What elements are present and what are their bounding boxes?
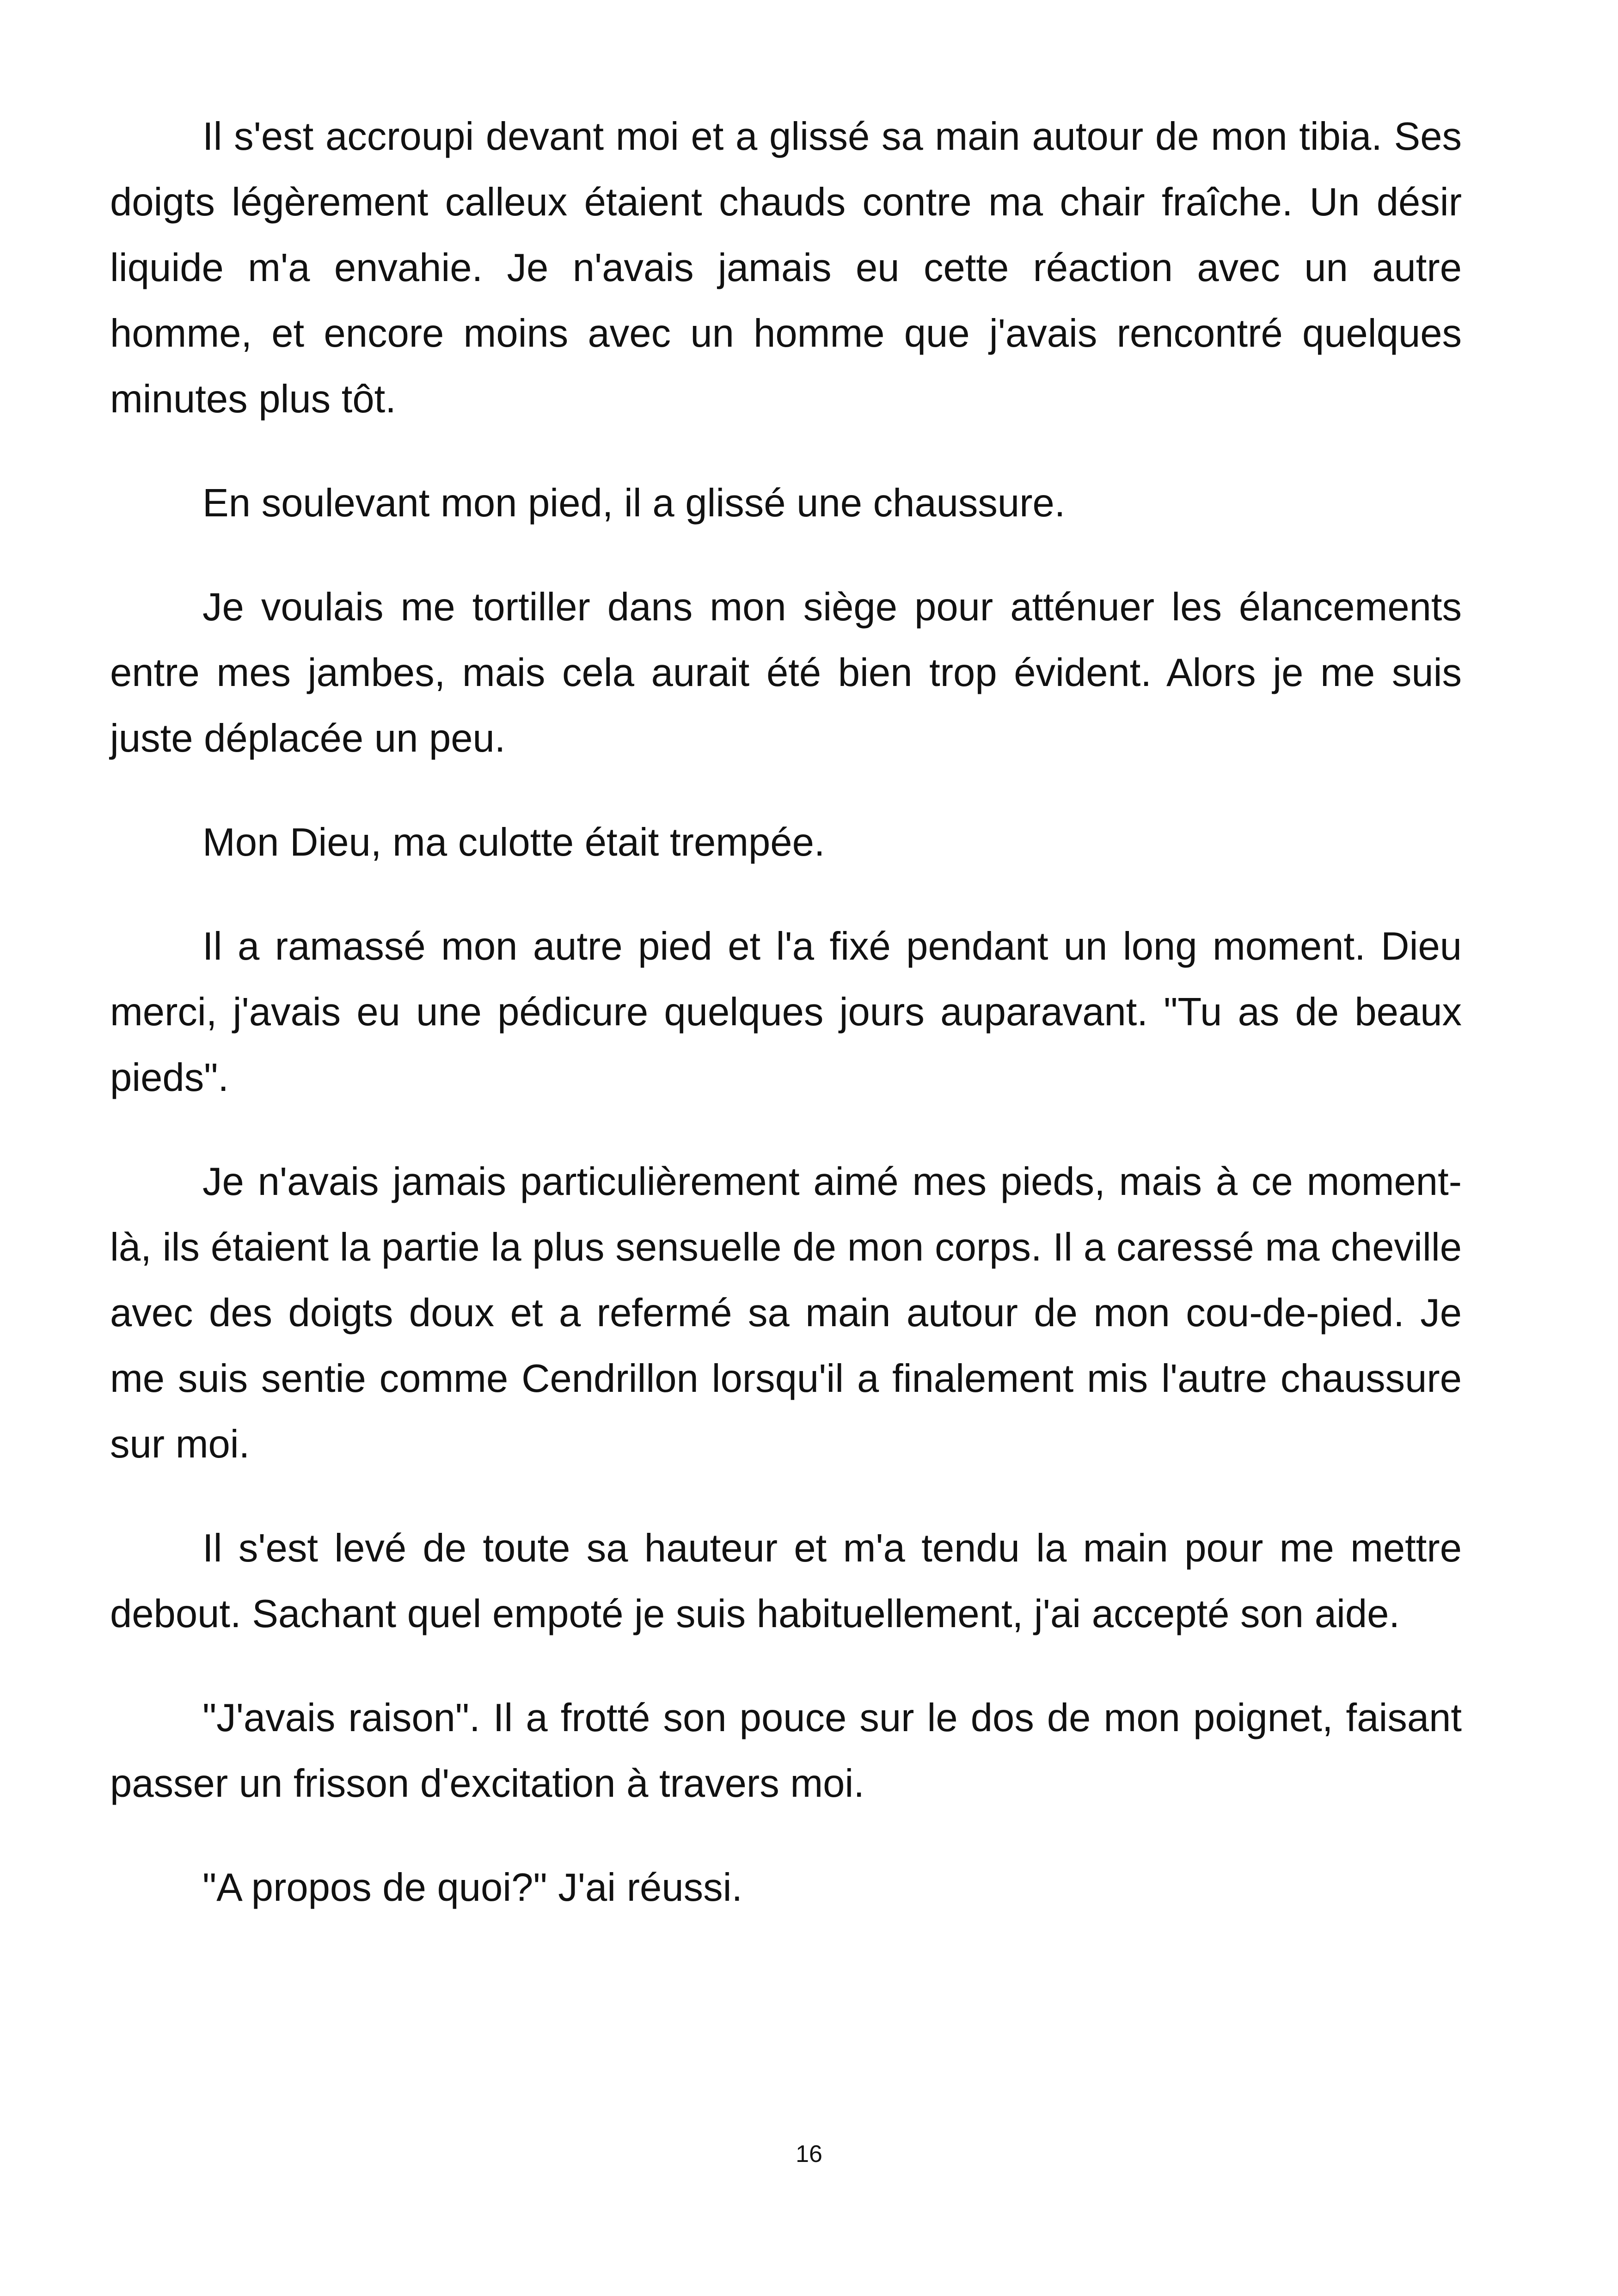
paragraph-3: Je voulais me tortiller dans mon siège pour atténuer les élancements entre mes jambes, mais cela aurait été bien trop évident. Alors je me suis juste déplacée un peu. <box>110 585 1462 760</box>
paragraph-2: En soulevant mon pied, il a glissé une chaussure. <box>202 481 1066 525</box>
page-number: 16 <box>796 2141 822 2167</box>
paragraph-4: Mon Dieu, ma culotte était trempée. <box>202 820 825 864</box>
paragraph-6: Je n'avais jamais particulièrement aimé mes pieds, mais à ce moment-là, ils étaient la partie la plus sensuelle de mon corps. Il a caressé ma cheville avec des doigts doux et a refermé sa main autour de mon cou-de-pied. Je me suis sentie comme Cendrillon lorsqu'il a finalement mis l'autre chaussure sur moi. <box>110 1160 1462 1466</box>
paragraph-7: Il s'est levé de toute sa hauteur et m'a tendu la main pour me mettre debout. Sachant quel empoté je suis habituellement, j'ai accepté son aide. <box>110 1526 1462 1636</box>
paragraph-9: "A propos de quoi?" J'ai réussi. <box>202 1866 743 1910</box>
body-text <box>110 104 1462 1959</box>
paragraph-1: Il s'est accroupi devant moi et a glissé sa main autour de mon tibia. Ses doigts légèrement calleux étaient chauds contre ma chair fraîche. Un désir liquide m'a envahie. Je n'avais jamais eu cette réaction avec un autre homme, et encore moins avec un homme que j'avais rencontré quelques minutes plus tôt. <box>110 115 1462 421</box>
paragraph-8: "J'avais raison". Il a frotté son pouce sur le dos de mon poignet, faisant passer un frisson d'excitation à travers moi. <box>110 1696 1462 1806</box>
paragraph-5: Il a ramassé mon autre pied et l'a fixé pendant un long moment. Dieu merci, j'avais eu une pédicure quelques jours auparavant. "Tu as de beaux pieds". <box>110 925 1462 1100</box>
